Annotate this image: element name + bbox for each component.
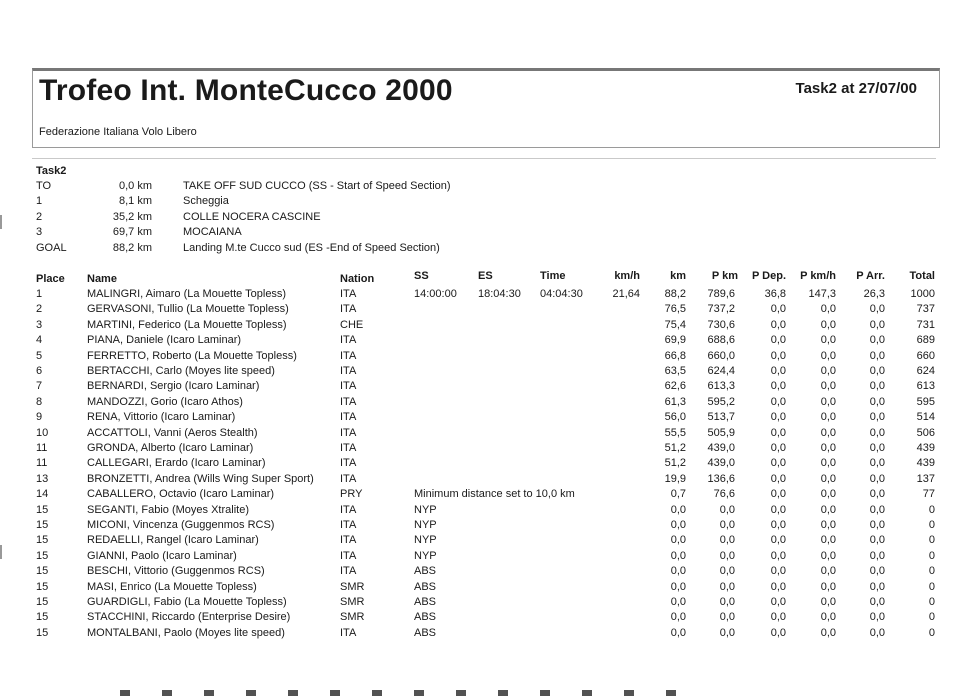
cell-total: 0 bbox=[928, 596, 935, 608]
cell-km: 56,0 bbox=[664, 411, 686, 424]
cell-nation: SMR bbox=[340, 611, 365, 624]
cell-nation: CHE bbox=[340, 318, 364, 331]
cell-pkm: 0,0 bbox=[719, 580, 735, 593]
cell-name: GRONDA, Alberto (Icaro Laminar) bbox=[87, 442, 254, 454]
cell-name: BRONZETTI, Andrea (Wills Wing Super Sport) bbox=[87, 472, 314, 485]
col-time: Time bbox=[540, 270, 566, 282]
cell-name: MALINGRI, Aimaro (La Mouette Topless) bbox=[87, 288, 287, 300]
cell-pkmh: 0,0 bbox=[820, 365, 836, 377]
cell-nation: ITA bbox=[340, 349, 357, 362]
cell-name: PIANA, Daniele (Icaro Laminar) bbox=[87, 334, 242, 347]
cell-ss: ABS bbox=[414, 596, 437, 608]
cell-parr: 0,0 bbox=[869, 565, 885, 578]
cell-km: 0,0 bbox=[670, 565, 686, 578]
cell-parr: 0,0 bbox=[869, 334, 885, 347]
route-point-description: Landing M.te Cucco sud (ES -End of Speed Section) bbox=[183, 241, 440, 254]
cell-nation: ITA bbox=[340, 457, 357, 470]
cell-ss: NYP bbox=[414, 503, 437, 516]
cell-nation: ITA bbox=[340, 380, 357, 393]
route-point-distance: 35,2 km bbox=[112, 210, 152, 223]
document-header bbox=[32, 68, 940, 148]
cell-pkm: 513,7 bbox=[707, 411, 735, 424]
cell-parr: 0,0 bbox=[869, 395, 885, 408]
cell-parr: 0,0 bbox=[869, 365, 885, 377]
route-point-id: 1 bbox=[36, 195, 43, 208]
cell-pdep: 0,0 bbox=[770, 334, 786, 347]
cell-place: 15 bbox=[36, 565, 49, 578]
cell-total: 77 bbox=[922, 488, 935, 501]
cell-place: 11 bbox=[36, 442, 48, 454]
cell-nation: ITA bbox=[340, 426, 357, 439]
cell-nation: PRY bbox=[340, 488, 363, 501]
cell-km: 75,4 bbox=[664, 318, 686, 331]
cell-ss: ABS bbox=[414, 626, 437, 639]
cell-ss: NYP bbox=[414, 549, 437, 562]
cell-nation: ITA bbox=[340, 334, 357, 347]
cell-pdep: 0,0 bbox=[770, 442, 786, 454]
scan-artifact bbox=[0, 545, 2, 559]
cell-pkm: 0,0 bbox=[719, 565, 735, 578]
cell-pkmh: 0,0 bbox=[820, 426, 836, 439]
cell-pkmh: 0,0 bbox=[820, 411, 836, 424]
cell-total: 514 bbox=[916, 411, 935, 424]
cell-nation: ITA bbox=[340, 288, 357, 300]
cell-pkm: 0,0 bbox=[719, 503, 735, 516]
col-km: km bbox=[670, 270, 686, 282]
cell-place: 15 bbox=[36, 580, 49, 593]
cell-ss: Minimum distance set to 10,0 km bbox=[414, 488, 575, 501]
cell-pkm: 737,2 bbox=[707, 303, 735, 316]
cell-name: BESCHI, Vittorio (Guggenmos RCS) bbox=[87, 565, 265, 578]
cell-pdep: 0,0 bbox=[770, 303, 786, 316]
cell-parr: 0,0 bbox=[869, 534, 885, 547]
cell-ss: NYP bbox=[414, 534, 437, 547]
cell-ss: ABS bbox=[414, 565, 437, 578]
cell-km: 0,0 bbox=[670, 549, 686, 562]
cell-pkm: 76,6 bbox=[713, 488, 735, 501]
cell-name: RENA, Vittorio (Icaro Laminar) bbox=[87, 411, 236, 424]
cell-place: 1 bbox=[36, 288, 43, 300]
cell-pdep: 0,0 bbox=[770, 349, 786, 362]
cell-nation: ITA bbox=[340, 626, 357, 639]
cell-pdep: 0,0 bbox=[770, 365, 786, 377]
cell-ss: ABS bbox=[414, 580, 437, 593]
cell-pdep: 0,0 bbox=[770, 626, 786, 639]
cell-name: FERRETTO, Roberto (La Mouette Topless) bbox=[87, 349, 297, 362]
cell-name: MICONI, Vincenza (Guggenmos RCS) bbox=[87, 519, 275, 531]
cell-total: 0 bbox=[928, 519, 935, 531]
cell-km: 51,2 bbox=[664, 457, 686, 470]
cell-pkmh: 0,0 bbox=[820, 488, 836, 501]
scan-artifact bbox=[0, 215, 2, 229]
cell-pkm: 0,0 bbox=[719, 534, 735, 547]
cell-name: SEGANTI, Fabio (Moyes Xtralite) bbox=[87, 503, 249, 516]
cell-total: 0 bbox=[928, 549, 935, 562]
cell-total: 1000 bbox=[910, 288, 935, 300]
cell-parr: 0,0 bbox=[869, 411, 885, 424]
route-point-distance: 0,0 km bbox=[118, 180, 152, 192]
cell-km: 66,8 bbox=[664, 349, 686, 362]
cell-name: CABALLERO, Octavio (Icaro Laminar) bbox=[87, 488, 275, 501]
col-place: Place bbox=[36, 273, 65, 285]
cell-parr: 0,0 bbox=[869, 442, 885, 454]
cell-place: 8 bbox=[36, 395, 43, 408]
cell-pkmh: 0,0 bbox=[820, 318, 836, 331]
cell-pkm: 595,2 bbox=[707, 395, 735, 408]
divider bbox=[32, 158, 936, 159]
cell-parr: 0,0 bbox=[869, 457, 885, 470]
cell-place: 15 bbox=[36, 503, 49, 516]
col-nation: Nation bbox=[340, 273, 375, 285]
cell-pdep: 0,0 bbox=[770, 565, 786, 578]
cell-total: 439 bbox=[916, 457, 935, 470]
cell-total: 137 bbox=[916, 472, 935, 485]
cell-name: MARTINI, Federico (La Mouette Topless) bbox=[87, 318, 287, 331]
cell-total: 689 bbox=[916, 334, 935, 347]
document-title: Trofeo Int. MonteCucco 2000 bbox=[39, 74, 453, 107]
cell-name: GIANNI, Paolo (Icaro Laminar) bbox=[87, 549, 237, 562]
cell-parr: 26,3 bbox=[863, 288, 885, 300]
cell-pdep: 0,0 bbox=[770, 395, 786, 408]
cell-nation: SMR bbox=[340, 580, 365, 593]
cell-km: 62,6 bbox=[664, 380, 686, 393]
cell-pdep: 0,0 bbox=[770, 488, 786, 501]
cell-total: 0 bbox=[928, 503, 935, 516]
cell-km: 76,5 bbox=[664, 303, 686, 316]
cell-pkmh: 0,0 bbox=[820, 503, 836, 516]
cell-parr: 0,0 bbox=[869, 611, 885, 624]
cell-place: 3 bbox=[36, 318, 43, 331]
cell-parr: 0,0 bbox=[869, 426, 885, 439]
cell-km: 63,5 bbox=[664, 365, 686, 377]
cell-pkm: 660,0 bbox=[707, 349, 735, 362]
cell-parr: 0,0 bbox=[869, 380, 885, 393]
cell-pkmh: 0,0 bbox=[820, 626, 836, 639]
cell-pkmh: 0,0 bbox=[820, 472, 836, 485]
cell-pdep: 0,0 bbox=[770, 596, 786, 608]
cell-place: 15 bbox=[36, 596, 49, 608]
cell-parr: 0,0 bbox=[869, 519, 885, 531]
cell-name: CALLEGARI, Erardo (Icaro Laminar) bbox=[87, 457, 266, 470]
cell-name: BERTACCHI, Carlo (Moyes lite speed) bbox=[87, 365, 275, 377]
col-total: Total bbox=[909, 270, 935, 282]
cell-total: 0 bbox=[928, 611, 935, 624]
cell-total: 0 bbox=[928, 626, 935, 639]
cell-km: 0,7 bbox=[670, 488, 686, 501]
cell-name: ACCATTOLI, Vanni (Aeros Stealth) bbox=[87, 426, 258, 439]
cell-nation: ITA bbox=[340, 411, 357, 424]
col-es: ES bbox=[478, 270, 493, 282]
cell-km: 55,5 bbox=[664, 426, 686, 439]
cell-nation: ITA bbox=[340, 395, 357, 408]
cell-pkmh: 0,0 bbox=[820, 442, 836, 454]
route-point-id: 2 bbox=[36, 210, 43, 223]
cell-name: MONTALBANI, Paolo (Moyes lite speed) bbox=[87, 626, 285, 639]
cell-pkm: 136,6 bbox=[707, 472, 735, 485]
cell-nation: ITA bbox=[340, 472, 357, 485]
cell-parr: 0,0 bbox=[869, 549, 885, 562]
cell-place: 15 bbox=[36, 611, 49, 624]
cell-pkmh: 0,0 bbox=[820, 565, 836, 578]
cell-km: 0,0 bbox=[670, 611, 686, 624]
cell-total: 439 bbox=[916, 442, 935, 454]
col-ss: SS bbox=[414, 270, 429, 282]
col-parr: P Arr. bbox=[856, 270, 885, 282]
cell-parr: 0,0 bbox=[869, 580, 885, 593]
scan-artifact bbox=[120, 690, 680, 696]
col-pdep: P Dep. bbox=[751, 270, 786, 282]
cell-total: 624 bbox=[916, 365, 935, 377]
cell-pdep: 0,0 bbox=[770, 457, 786, 470]
cell-pkm: 0,0 bbox=[719, 626, 735, 639]
route-point-description: Scheggia bbox=[183, 195, 229, 208]
cell-pkm: 0,0 bbox=[719, 611, 735, 624]
cell-km: 0,0 bbox=[670, 626, 686, 639]
cell-place: 15 bbox=[36, 519, 49, 531]
cell-place: 13 bbox=[36, 472, 49, 485]
cell-name: MASI, Enrico (La Mouette Topless) bbox=[87, 580, 257, 593]
cell-pdep: 0,0 bbox=[770, 519, 786, 531]
cell-km: 69,9 bbox=[664, 334, 686, 347]
cell-nation: ITA bbox=[340, 503, 357, 516]
cell-km: 0,0 bbox=[670, 534, 686, 547]
cell-place: 6 bbox=[36, 365, 43, 377]
cell-pdep: 0,0 bbox=[770, 380, 786, 393]
cell-name: GERVASONI, Tullio (La Mouette Topless) bbox=[87, 303, 289, 316]
cell-pkmh: 0,0 bbox=[820, 596, 836, 608]
cell-ss: 14:00:00 bbox=[414, 288, 457, 300]
cell-pdep: 0,0 bbox=[770, 611, 786, 624]
cell-total: 595 bbox=[916, 395, 935, 408]
route-point-description: TAKE OFF SUD CUCCO (SS - Start of Speed Section) bbox=[183, 180, 451, 192]
cell-nation: ITA bbox=[340, 549, 357, 562]
cell-pdep: 0,0 bbox=[770, 503, 786, 516]
cell-total: 506 bbox=[916, 426, 935, 439]
cell-km: 19,9 bbox=[664, 472, 686, 485]
cell-pkmh: 0,0 bbox=[820, 380, 836, 393]
cell-es: 18:04:30 bbox=[478, 288, 521, 300]
cell-pdep: 0,0 bbox=[770, 534, 786, 547]
cell-name: STACCHINI, Riccardo (Enterprise Desire) bbox=[87, 611, 291, 624]
cell-total: 660 bbox=[916, 349, 935, 362]
route-point-description: COLLE NOCERA CASCINE bbox=[183, 210, 321, 223]
cell-pkm: 0,0 bbox=[719, 596, 735, 608]
cell-pkm: 789,6 bbox=[707, 288, 735, 300]
cell-km: 88,2 bbox=[664, 288, 686, 300]
cell-parr: 0,0 bbox=[869, 303, 885, 316]
cell-name: BERNARDI, Sergio (Icaro Laminar) bbox=[87, 380, 260, 393]
cell-nation: ITA bbox=[340, 534, 357, 547]
cell-total: 737 bbox=[916, 303, 935, 316]
cell-place: 4 bbox=[36, 334, 43, 347]
cell-ss: NYP bbox=[414, 519, 437, 531]
cell-pkm: 613,3 bbox=[707, 380, 735, 393]
cell-pkm: 439,0 bbox=[707, 442, 735, 454]
cell-place: 14 bbox=[36, 488, 49, 501]
route-point-distance: 8,1 km bbox=[118, 195, 152, 208]
cell-pkmh: 0,0 bbox=[820, 549, 836, 562]
cell-pdep: 0,0 bbox=[770, 580, 786, 593]
cell-km: 0,0 bbox=[670, 580, 686, 593]
cell-place: 2 bbox=[36, 303, 43, 316]
cell-time: 04:04:30 bbox=[540, 288, 583, 300]
cell-parr: 0,0 bbox=[869, 318, 885, 331]
cell-pdep: 0,0 bbox=[770, 411, 786, 424]
col-kmh: km/h bbox=[614, 270, 640, 282]
cell-km: 0,0 bbox=[670, 519, 686, 531]
task-date: Task2 at 27/07/00 bbox=[795, 80, 917, 97]
cell-place: 15 bbox=[36, 626, 49, 639]
cell-km: 61,3 bbox=[664, 395, 686, 408]
cell-place: 5 bbox=[36, 349, 43, 362]
federation-name: Federazione Italiana Volo Libero bbox=[39, 126, 197, 138]
cell-place: 15 bbox=[36, 534, 49, 547]
cell-place: 11 bbox=[36, 457, 48, 470]
cell-pdep: 36,8 bbox=[764, 288, 786, 300]
cell-total: 731 bbox=[916, 318, 935, 331]
cell-nation: SMR bbox=[340, 596, 365, 608]
cell-pdep: 0,0 bbox=[770, 472, 786, 485]
cell-total: 613 bbox=[916, 380, 935, 393]
cell-pkmh: 0,0 bbox=[820, 349, 836, 362]
cell-parr: 0,0 bbox=[869, 596, 885, 608]
cell-name: GUARDIGLI, Fabio (La Mouette Topless) bbox=[87, 596, 287, 608]
cell-parr: 0,0 bbox=[869, 503, 885, 516]
cell-kmh: 21,64 bbox=[612, 288, 640, 300]
cell-pkmh: 0,0 bbox=[820, 334, 836, 347]
cell-parr: 0,0 bbox=[869, 488, 885, 501]
cell-pkm: 688,6 bbox=[707, 334, 735, 347]
cell-nation: ITA bbox=[340, 303, 357, 316]
cell-pdep: 0,0 bbox=[770, 549, 786, 562]
cell-pkmh: 0,0 bbox=[820, 457, 836, 470]
cell-km: 0,0 bbox=[670, 596, 686, 608]
cell-pkm: 0,0 bbox=[719, 549, 735, 562]
cell-km: 51,2 bbox=[664, 442, 686, 454]
col-pkmh: P km/h bbox=[800, 270, 836, 282]
cell-pkm: 624,4 bbox=[707, 365, 735, 377]
cell-ss: ABS bbox=[414, 611, 437, 624]
cell-pkmh: 0,0 bbox=[820, 519, 836, 531]
cell-total: 0 bbox=[928, 565, 935, 578]
cell-parr: 0,0 bbox=[869, 349, 885, 362]
route-point-id: TO bbox=[36, 180, 52, 192]
cell-nation: ITA bbox=[340, 442, 357, 454]
cell-place: 9 bbox=[36, 411, 43, 424]
cell-pkm: 505,9 bbox=[707, 426, 735, 439]
cell-place: 10 bbox=[36, 426, 49, 439]
col-pkm: P km bbox=[711, 270, 738, 282]
cell-km: 0,0 bbox=[670, 503, 686, 516]
cell-pkmh: 0,0 bbox=[820, 395, 836, 408]
cell-pkmh: 0,0 bbox=[820, 611, 836, 624]
route-point-distance: 88,2 km bbox=[112, 241, 152, 254]
cell-name: REDAELLI, Rangel (Icaro Laminar) bbox=[87, 534, 259, 547]
cell-pkm: 730,6 bbox=[707, 318, 735, 331]
cell-pdep: 0,0 bbox=[770, 318, 786, 331]
cell-parr: 0,0 bbox=[869, 626, 885, 639]
cell-place: 15 bbox=[36, 549, 49, 562]
cell-total: 0 bbox=[928, 580, 935, 593]
cell-pkm: 439,0 bbox=[707, 457, 735, 470]
cell-name: MANDOZZI, Gorio (Icaro Athos) bbox=[87, 395, 243, 408]
route-heading: Task2 bbox=[36, 165, 67, 177]
cell-total: 0 bbox=[928, 534, 935, 547]
cell-nation: ITA bbox=[340, 365, 357, 377]
cell-pkmh: 0,0 bbox=[820, 534, 836, 547]
cell-pkmh: 0,0 bbox=[820, 580, 836, 593]
col-name: Name bbox=[87, 273, 117, 285]
cell-pkm: 0,0 bbox=[719, 519, 735, 531]
cell-place: 7 bbox=[36, 380, 43, 393]
route-point-distance: 69,7 km bbox=[112, 226, 152, 239]
cell-nation: ITA bbox=[340, 565, 357, 578]
route-point-description: MOCAIANA bbox=[183, 226, 242, 239]
cell-parr: 0,0 bbox=[869, 472, 885, 485]
cell-pkmh: 147,3 bbox=[808, 288, 836, 300]
cell-pdep: 0,0 bbox=[770, 426, 786, 439]
cell-nation: ITA bbox=[340, 519, 357, 531]
cell-pkmh: 0,0 bbox=[820, 303, 836, 316]
route-point-id: GOAL bbox=[36, 241, 67, 254]
route-point-id: 3 bbox=[36, 226, 43, 239]
